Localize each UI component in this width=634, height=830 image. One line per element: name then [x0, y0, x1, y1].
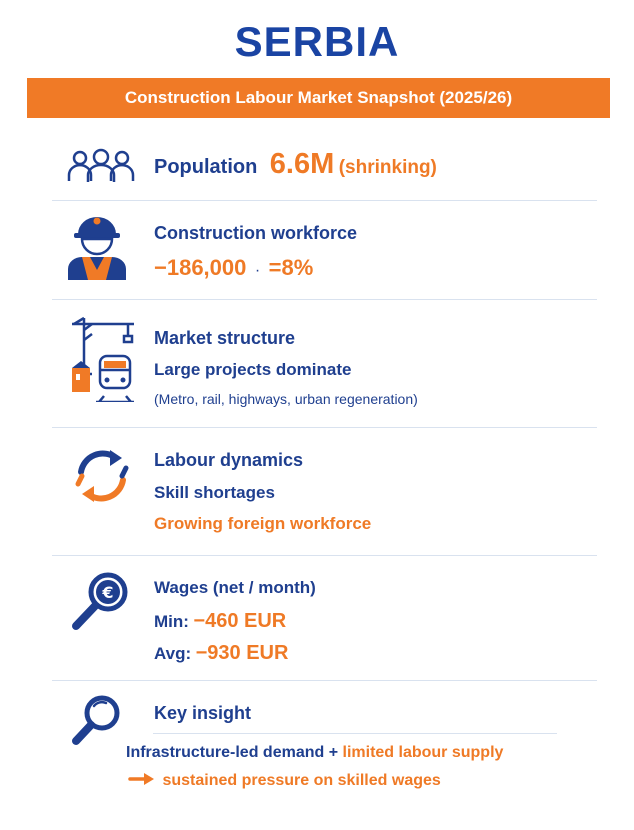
wages-min-value: −460 EUR: [193, 610, 287, 632]
wages-section: [52, 556, 597, 681]
population-note: (shrinking): [338, 157, 437, 178]
labour-line2: Growing foreign workforce: [154, 514, 372, 533]
subtitle-banner: Construction Labour Market Snapshot (2025/26): [27, 78, 610, 118]
workforce-share: =8%: [268, 255, 314, 280]
wages-avg-value: −930 EUR: [195, 642, 289, 664]
labour-line1: Skill shortages: [154, 483, 275, 502]
magnifier-icon: [72, 693, 124, 747]
market-detail: (Metro, rail, highways, urban regeneration): [154, 391, 418, 407]
insight-part1: Infrastructure-led demand +: [126, 744, 339, 761]
insight-divider: [153, 733, 557, 734]
crane-train-icon: [68, 316, 140, 402]
svg-text:€: €: [102, 583, 114, 602]
insight-part3: sustained pressure on skilled wages: [162, 772, 441, 789]
page-title: SERBIA: [234, 18, 400, 65]
population-section: [52, 136, 597, 201]
insight-section: [52, 681, 612, 811]
labour-section: [52, 428, 597, 556]
people-icon: [66, 148, 136, 184]
arrow-right-icon: [128, 771, 156, 787]
population-value: 6.6M: [269, 148, 335, 180]
workforce-value: −186,000: [154, 255, 247, 280]
refresh-arrows-icon: [72, 446, 132, 506]
market-headline: Large projects dominate: [154, 360, 352, 379]
workforce-section: [52, 200, 597, 300]
wages-label: Wages (net / month): [154, 578, 316, 597]
wages-avg-label: Avg:: [154, 644, 192, 663]
insight-part2: limited labour supply: [342, 744, 504, 761]
market-section: [52, 300, 597, 428]
market-label: Market structure: [154, 328, 296, 348]
construction-worker-icon: [66, 212, 128, 282]
euro-magnifier-icon: [70, 570, 132, 632]
population-label: Population: [154, 156, 258, 178]
labour-label: Labour dynamics: [154, 450, 304, 470]
workforce-separator: ·: [254, 262, 261, 279]
workforce-label: Construction workforce: [154, 223, 358, 243]
wages-min-label: Min:: [154, 612, 189, 631]
insight-label: Key insight: [154, 703, 252, 723]
